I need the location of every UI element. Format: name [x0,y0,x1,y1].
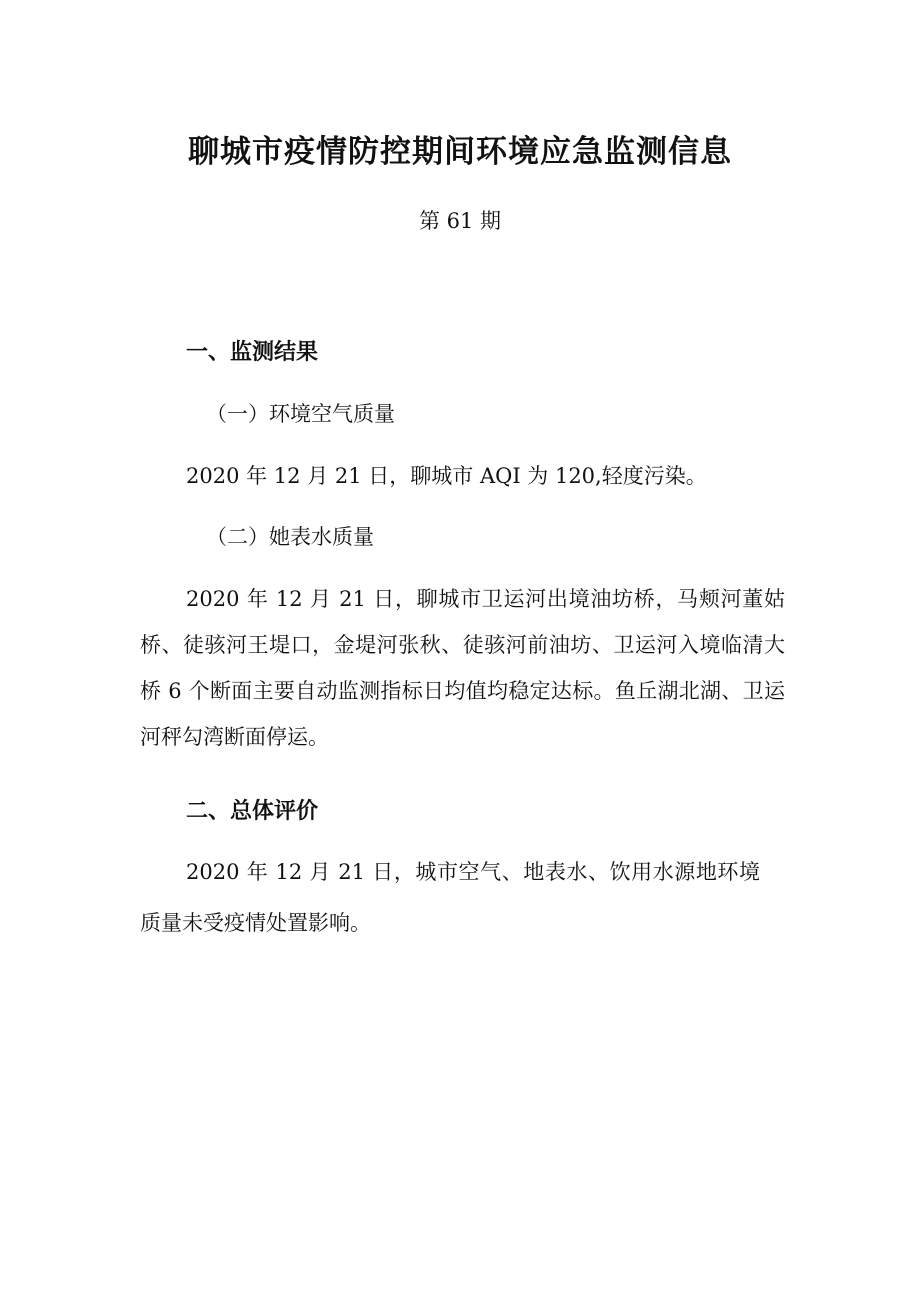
subsection-heading-air: （一）环境空气质量 [206,402,395,426]
section-heading-evaluation: 二、总体评价 [186,799,319,824]
subsection-heading-water: （二）她表水质量 [206,525,374,549]
issue-number: 第 61 期 [418,209,502,233]
paragraph-evaluation: 2020 年 12 月 21 日，城市空气、地表水、饮用水源地环境质量未受疫情处置影响。 [140,860,760,935]
section-heading-results: 一、监测结果 [186,340,319,365]
paragraph-air-quality: 2020 年 12 月 21 日，聊城市 AQI 为 120,轻度污染。 [186,464,707,488]
paragraph-water-quality: 2020 年 12 月 21 日，聊城市卫运河出境油坊桥，马颊河董姑桥、徒骇河王堤口，金堤河张秋、徒骇河前油坊、卫运河入境临清大桥 6 个断面主要自动监测指标日均值均稳定达标。鱼丘湖北湖、卫运河秤勾湾断面停运。 [140,587,785,749]
document-title: 聊城市疫情防控期间环境应急监测信息 [188,134,732,170]
